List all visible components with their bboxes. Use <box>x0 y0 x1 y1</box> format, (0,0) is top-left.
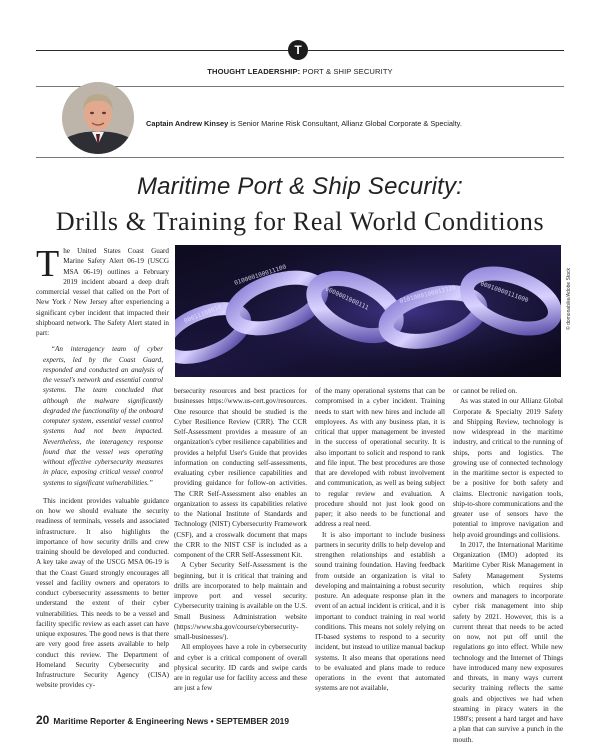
body-paragraph: All employees have a role in cybersecurity and cyber is a critical component of overall physical security. ID cards and swipe cards are in regular use for facility access and these are just a few <box>174 643 307 693</box>
page-footer <box>36 711 289 729</box>
headline-line1: Maritime Port & Ship Security: <box>136 173 464 200</box>
author-bio: is Senior Marine Risk Consultant, Allianz Global Corporate & Specialty. <box>228 119 462 128</box>
body-paragraph: This incident provides valuable guidance on how we should evaluate the security readiness of terminals, vessels and associated infrastructure. It also highlights the importance of how security drills and crew training should be developed and conducted. A key take away of the USCG MSA 06-19 is that the Coast Guard strongly encourages all vessel and facility owners and operators to conduct cybersecurity assessments to better understand the extent of their cyber vulnerabilities. This needs to be a vessel and facility specific review as each asset can have unique exposures. The good news is that there are very good free assets available to help conduct this review. The Department of Homeland Security Cybersecurity and Infrastructure Security Agency (CISA) website provides cy- <box>36 496 169 690</box>
body-paragraph: A Cyber Security Self-Assessment is the beginning, but it is critical that training and drills are incorporated to help maintain and improve port and vessel security. Cybersecurity training is available on the U.S. Small Business Administration website (https://www.sba.gov/course/cybersecurity-small-businesses/). <box>174 561 307 641</box>
article-column-4 <box>453 386 563 745</box>
drop-cap: T <box>36 243 60 285</box>
section-label-rest: PORT & SHIP SECURITY <box>300 67 393 76</box>
body-paragraph: In 2017, the International Maritime Organization (IMO) adopted its Maritime Cyber Risk Management in Safety Management Systems resolution, which requires ship owners and managers to incorporate cyber risk management into ship safety by 2021. However, this is a current threat that needs to be acted on now, not put off until the regulations go into effect. While new technology and the Internet of Things have introduced many new exposures and threats, in many ways current security training reflects the same goals and objectives we had when steaming in piracy waters in the 1980's; present a hard target and have a plan that can survive a punch in the mouth. <box>453 540 563 744</box>
article-column-2 <box>174 386 307 694</box>
svg-text:0101000100011110: 0101000100011110 <box>398 284 457 305</box>
body-paragraph: It is also important to include business partners in security drills to help develop and strengthen relationships and establish a sound training foundation. Having feedback from outside an organization is vital to developing and maintaining a robust security posture. An adequate response plan in the event of an actual incident is critical, and it is important to conduct training in real world conditions. This means not solely relying on IT-based systems to respond to a security incident, but instead to utilize manual backup systems. It also means that operations need to be evaluated and plans made to reduce operations in the event that automated systems are not available, <box>315 530 445 693</box>
author-photo <box>62 82 134 154</box>
publication-line: Maritime Reporter & Engineering News • SEPTEMBER 2019 <box>53 716 289 726</box>
section-badge: T <box>288 40 308 60</box>
svg-text:0000001000111: 0000001000111 <box>324 285 370 312</box>
section-label <box>0 67 600 76</box>
body-paragraph: bersecurity resources and best practices for businesses https://www.us-cert.gov/resources. One resource that should be studied is the Cyber Resilience Review (CRR). The CCR Self-Assessment provides a measure of an organization's cyber resilience capabilities and provides a helpful User's Guide that provides information on conducting self-assessments, evaluating cyber resilience capabilities and providing guidance for follow-on activities. The CRR Self-Assessment also enables an organization to assess its capabilities relative to the National Institute of Standards and Technology (NIST) Cybersecurity Framework (CSF), and a crosswalk document that maps the CRR to the NIST CSF is included as a component of the CRR Self-Assessment Kit. <box>174 387 307 559</box>
svg-text:00010000111000: 00010000111000 <box>479 280 530 305</box>
hero-image <box>175 245 561 377</box>
page-number: 20 <box>36 713 50 727</box>
author-credit <box>146 119 462 128</box>
author-name: Captain Andrew Kinsey <box>146 119 229 128</box>
body-paragraph: or cannot be relied on. <box>453 387 518 395</box>
article-column-3 <box>315 386 445 694</box>
body-paragraph: of the many operational systems that can be compromised in a cyber incident. Training needs to start with new hires and include all employees. As with any business plan, it is critical that upper management be invested in the success of operational security. It is also important to solicit and respond to rank and file input. The best procedures are those that are developed with robust involvement and communication, as well as being subject to regular review and evaluation. A procedure should not just look good on paper; it also needs to be functional and address a real need. <box>315 387 445 529</box>
svg-text:00011100010: 00011100010 <box>183 303 223 325</box>
image-credit: © domonabike/Adobe Stock <box>566 267 572 330</box>
body-paragraph: As was stated in our Allianz Global Corporate & Specialty 2019 Safety and Shipping Review, technology is now widespread in the maritime industry, and critical to the running of ships, ports and logistics. The growing use of connected technology in the maritime sector is expected to be a positive for both safety and claims. Electronic navigation tools, ship-to-shore communications and the greater use of sensors have the potential to improve navigation and help avoid groundings and collisions. <box>453 397 563 539</box>
svg-text:010000100011100: 010000100011100 <box>233 263 288 287</box>
section-label-bold: THOUGHT LEADERSHIP: <box>207 67 301 76</box>
intro-text: he United States Coast Guard Marine Safety Alert 06-19 (USCG MSA 06-19) outlines a February 2019 incident aboard a deep draft commercial vessel that called on the Port of New York / New Jersey after experiencing a significant cyber incident that impacted their shipboard network. The Safety Alert stated in part: <box>36 247 169 337</box>
headline-line2: Drills & Training for Real World Conditions <box>55 207 545 236</box>
article-column-1 <box>36 243 169 691</box>
pull-quote: “An interagency team of cyber experts, led by the Coast Guard, responded and conducted an analysis of the vessel's network and essential control systems. The team concluded that although the malware significantly degraded the functionality of the onboard computer system, essential vessel control systems had not been impacted. Nevertheless, the interagency response found that the vessel was operating without effective cybersecurity measures in place, exposing critical vessel control systems to significant vulnerabilities.” <box>43 345 163 487</box>
intro-paragraph <box>36 243 169 338</box>
